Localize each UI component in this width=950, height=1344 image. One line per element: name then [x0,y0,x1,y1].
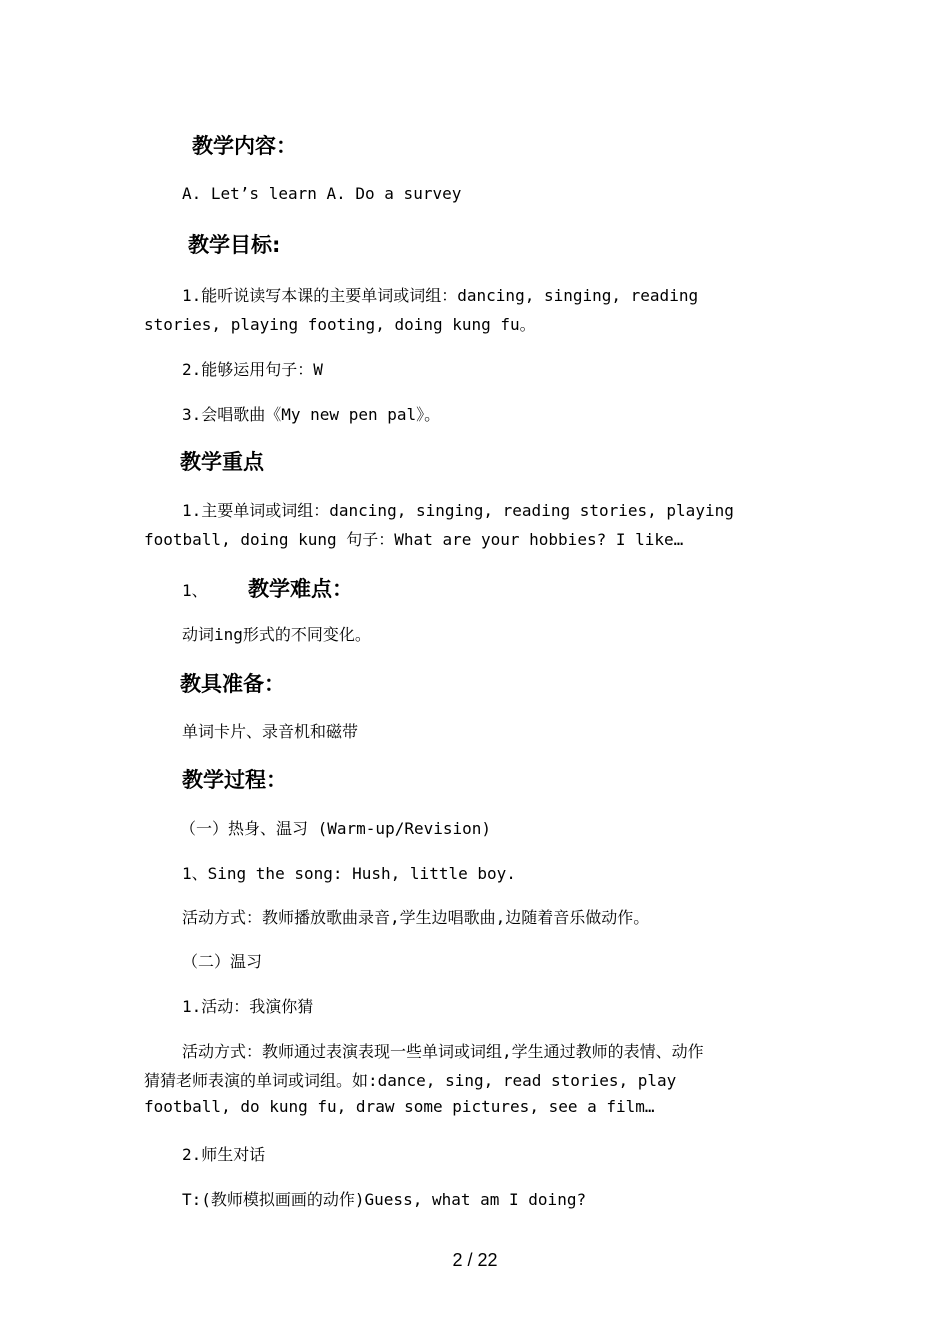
process-dialog: T:(教师模拟画画的动作)Guess, what am I doing? [182,1190,587,1209]
process-section-2: （二）温习 [182,952,263,971]
objective-3: 3.会唱歌曲《My new pen pal》。 [182,405,441,424]
objective-1-line-1: 1.能听说读写本课的主要单词或词组：dancing, singing, reading [182,286,699,305]
heading-teaching-aids: 教具准备： [180,672,285,696]
process-sing: 1、Sing the song: Hush, little boy. [182,864,516,883]
heading-teaching-objectives: 教学目标: [188,233,281,257]
key-points-line-1: 1.主要单词或词组：dancing, singing, reading stories, playing [182,501,734,520]
heading-teaching-content: 教学内容： [192,134,297,158]
process-activity-2-line-1: 活动方式：教师通过表演表现一些单词或词组,学生通过教师的表情、动作 [182,1042,704,1061]
process-section-1: （一）热身、温习 (Warm-up/Revision) [180,819,492,838]
difficulties-number: 1、 [182,581,208,600]
difficulties-title: 教学难点： [248,577,353,601]
difficulties-text: 动词ing形式的不同变化。 [182,625,371,644]
heading-key-points: 教学重点 [180,450,264,474]
content-line: A. Let’s learn A. Do a survey [182,184,462,203]
objective-2: 2.能够运用句子：W [182,360,323,379]
teaching-aids-text: 单词卡片、录音机和磁带 [182,722,359,741]
page-number: 2 / 22 [452,1250,498,1270]
process-activity-1: 活动方式：教师播放歌曲录音,学生边唱歌曲,边随着音乐做动作。 [182,908,650,927]
process-item-1: 1.活动：我演你猜 [182,997,314,1016]
process-activity-2-line-3: football, do kung fu, draw some pictures, see a film… [144,1097,655,1116]
heading-teaching-process: 教学过程： [182,768,287,792]
objective-1-line-2: stories, playing footing, doing kung fu。 [144,315,536,334]
key-points-line-2: football, doing kung 句子：What are your hobbies? I like… [144,530,684,549]
process-activity-2-line-2: 猜猜老师表演的单词或词组。如:dance, sing, read stories, play [144,1071,677,1090]
process-item-2: 2.师生对话 [182,1145,266,1164]
heading-difficulties [182,573,353,603]
